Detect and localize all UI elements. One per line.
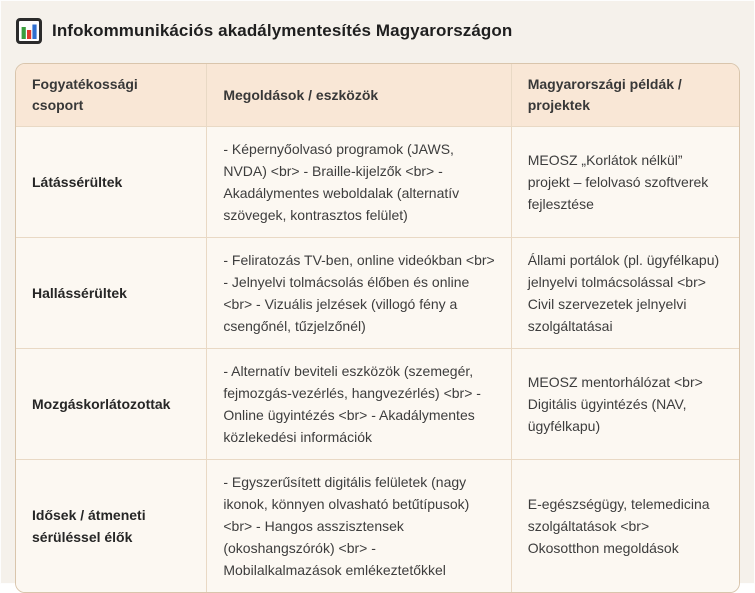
cell-solutions: - Képernyőolvasó programok (JAWS, NVDA) <br> - Braille-kijelzők <br> - Akadálymentes weboldalak (alternatív szövegek, kontrasztos felület) [207,127,511,238]
table-header-row [16,64,739,127]
cell-group: Mozgáskorlátozottak [16,349,207,460]
cell-examples: MEOSZ mentorhálózat <br> Digitális ügyintézés (NAV, ügyfélkapu) [511,349,739,460]
cell-examples: MEOSZ „Korlátok nélkül” projekt – felolvasó szoftverek fejlesztése [511,127,739,238]
accessibility-table [16,64,739,592]
cell-solutions: - Feliratozás TV-ben, online videókban <br> - Jelnyelvi tolmácsolás élőben és online <br> - Vizuális jelzések (villogó fény a csengőnél, tűzjelzőnél) [207,238,511,349]
cell-solutions: - Alternatív beviteli eszközök (szemegér, fejmozgás-vezérlés, hangvezérlés) <br> - Online ügyintézés <br> - Akadálymentes közlekedési információk [207,349,511,460]
title-bar [15,14,740,48]
table-row-visually-impaired [16,127,739,238]
accessibility-table-container [15,63,740,593]
table-header [16,64,739,127]
table-row-mobility-impaired [16,349,739,460]
cell-group: Hallássérültek [16,238,207,349]
table-body [16,127,739,593]
cell-group: Látássérültek [16,127,207,238]
column-header-examples: Magyarországi példák / projektek [511,64,739,127]
page-title: Infokommunikációs akadálymentesítés Magyarországon [52,21,513,40]
cell-examples: Állami portálok (pl. ügyfélkapu) jelnyelvi tolmácsolással <br> Civil szervezetek jelnyelvi szolgáltatásai [511,238,739,349]
table-row-elderly [16,460,739,593]
table-row-hearing-impaired [16,238,739,349]
cell-examples: E-egészségügy, telemedicina szolgáltatások <br> Okosotthon megoldások [511,460,739,593]
cell-group: Idősek / átmeneti sérüléssel élők [16,460,207,593]
column-header-disability-group: Fogyatékossági csoport [16,64,207,127]
cell-solutions: - Egyszerűsített digitális felületek (nagy ikonok, könnyen olvasható betűtípusok) <br> - Hangos asszisztensek (okoshangszórók) <br> - Mobilalkalmazások emlékeztetőkkel [207,460,511,593]
column-header-solutions: Megoldások / eszközök [207,64,511,127]
bar-chart-icon [16,18,42,44]
